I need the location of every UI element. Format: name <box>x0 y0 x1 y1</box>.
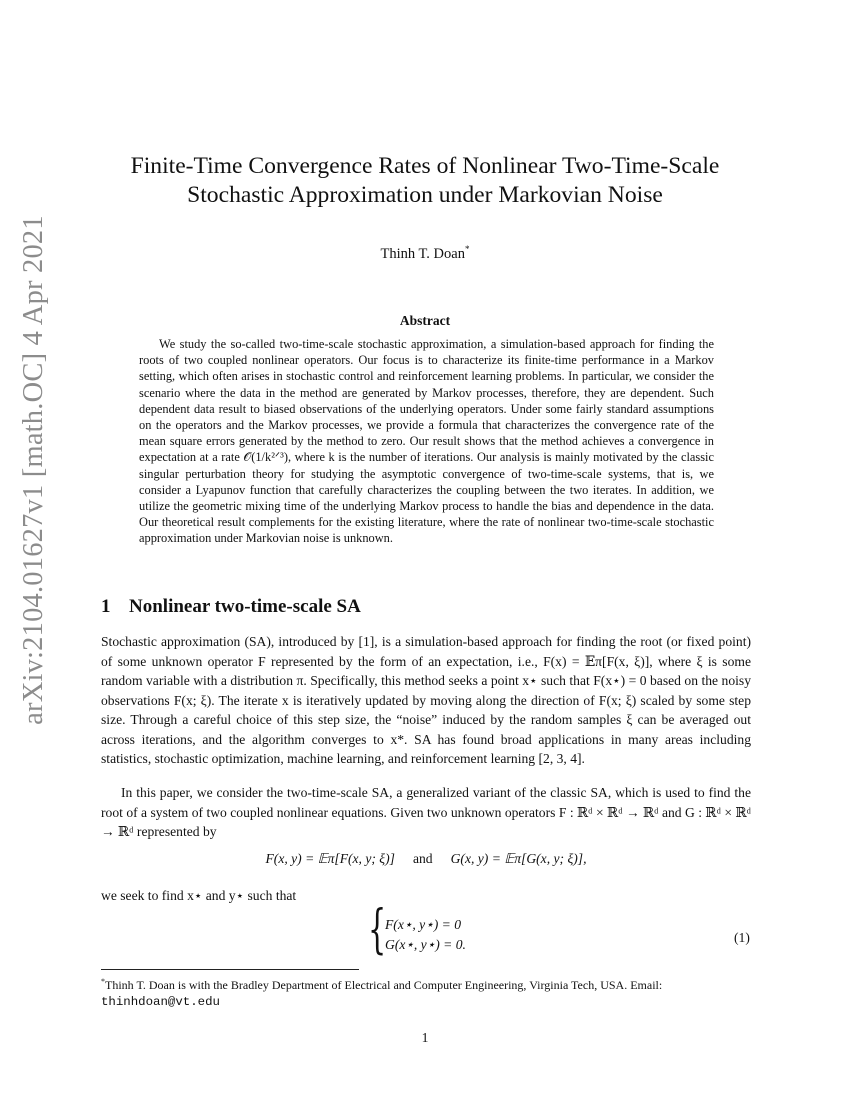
system-equation-1: F(x⋆, y⋆) = 0 <box>385 917 462 932</box>
section-title: Nonlinear two-time-scale SA <box>129 596 361 617</box>
equation-f-definition: F(x, y) = 𝔼π[F(x, y; ξ)] <box>265 851 395 866</box>
paper-title-line-2: Stochastic Approximation under Markovian Noise <box>187 182 663 208</box>
equation-g-definition: G(x, y) = 𝔼π[G(x, y; ξ)], <box>450 851 587 866</box>
footnote-mark: * <box>101 977 105 986</box>
operator-definition-equation <box>101 851 751 867</box>
abstract-text: We study the so-called two-time-scale stochastic approximation, a simulation-based approach for finding the roots of two coupled nonlinear operators. Our focus is to characterize its finite-time performance in a Markov setting, which often arises in stochastic control and reinforcement learning problems. In particular, we consider the scenario where the data in the method are generated by Markov processes, therefore, they are dependent. Such dependent data result to biased observations of the underlying operators. Under some fairly standard assumptions on the operators and the Markov processes, we provide a formula that characterizes the convergence rate of the mean square errors generated by the method to zero. Our result shows that the method achieves a convergence in expectation at a rate 𝒪(1/k²ᐟ³), where k is the number of iterations. Our analysis is mainly motivated by the classic singular perturbation theory for studying the asymptotic convergence of two-time-scale systems, that is, we consider a Lyapunov function that carefully characterizes the coupling between the two iterates. In addition, we utilize the geometric mixing time of the underlying Markov process to handle the bias and dependence in the data. Our theoretical result complements for the existing literature, where the rate of nonlinear two-time-scale stochastic approximation under Markovian noise is unknown. <box>139 337 714 546</box>
paper-title-line-1: Finite-Time Convergence Rates of Nonlinear Two-Time-Scale <box>130 153 720 179</box>
footnote-text: Thinh T. Doan is with the Bradley Department of Electrical and Computer Engineering, Virginia Tech, USA. Email: <box>105 978 663 992</box>
abstract-heading: Abstract <box>399 313 451 328</box>
system-equation-2: G(x⋆, y⋆) = 0. <box>385 937 466 952</box>
author-email-link[interactable]: thinhdoan@vt.edu <box>101 995 220 1009</box>
paragraph-introduction: Stochastic approximation (SA), introduced by [1], is a simulation-based approach for finding the root (or fixed point) of some unknown operator F represented by the form of an expectation, i.e., F(x) = 𝔼π[F(x, ξ)], where ξ is some random variable with a distribution π. Specifically, this method seeks a point x⋆ such that F(x⋆) = 0 based on the noisy observations F(x; ξ). The iterate x is iteratively updated by moving along the direction of F(x; ξ) scaled by some step size. Through a careful choice of this step size, the “noise” induced by the random samples ξ can be averaged out across iterations, and the algorithm converges to x*. SA has found broad applications in many areas including statistics, stochastic optimization, machine learning, and reinforcement learning [2, 3, 4]. <box>101 634 751 766</box>
page-number: 1 <box>421 1030 429 1045</box>
arxiv-identifier-text: arXiv:2104.01627v1 [math.OC] 4 Apr 2021 <box>18 215 49 725</box>
footnote <box>101 974 751 1010</box>
author-name: Thinh T. Doan <box>380 245 465 262</box>
section-number: 1 <box>101 596 111 617</box>
paragraph-two-time-scale: In this paper, we consider the two-time-scale SA, a generalized variant of the classic SA, which is used to find the root of a system of two coupled nonlinear equations. Given two unknown operators F : ℝᵈ × ℝᵈ → ℝᵈ and G : ℝᵈ × ℝᵈ → ℝᵈ represented by <box>101 785 751 839</box>
section-heading <box>101 596 361 618</box>
left-brace-icon: { <box>368 900 387 960</box>
equation-conjunction: and <box>412 851 433 866</box>
author-footnote-mark: * <box>464 244 470 254</box>
equation-number: (1) <box>734 930 750 945</box>
paragraph-goal: we seek to find x⋆ and y⋆ such that <box>101 888 297 903</box>
footnote-divider <box>101 969 359 970</box>
paper-title <box>0 152 850 210</box>
author-line <box>0 244 850 263</box>
